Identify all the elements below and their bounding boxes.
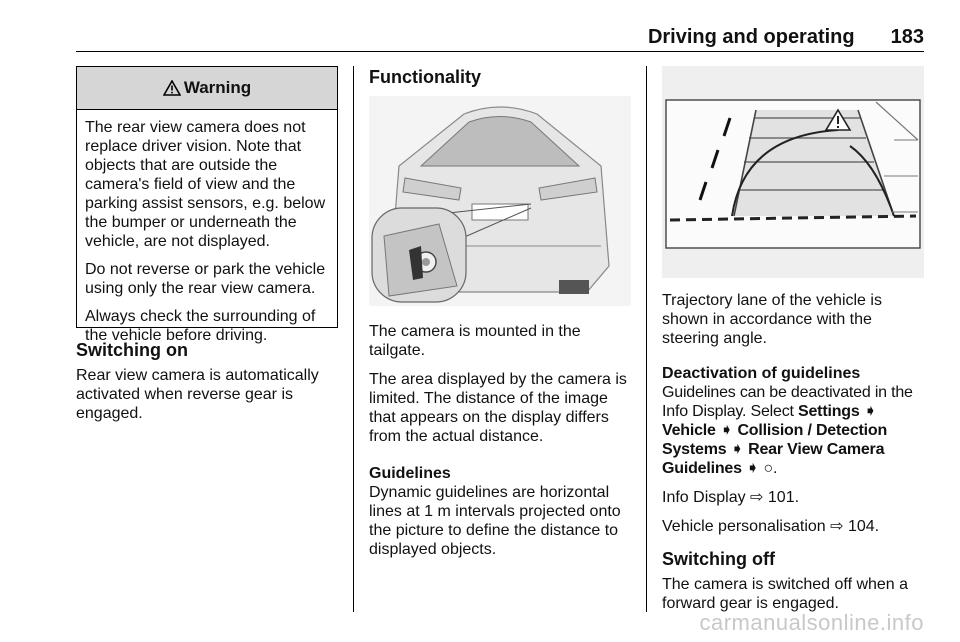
column-3-text xyxy=(662,291,930,623)
switching-off-heading: Switching off xyxy=(662,549,775,569)
trajectory-text: Trajectory lane of the vehicle is shown in accordance with the steering angle. xyxy=(662,292,882,347)
page-reference-icon: ⇨ xyxy=(750,489,764,506)
switching-on-text: Rear view camera is automatically activated when reverse gear is engaged. xyxy=(76,367,319,422)
guidelines-heading: Guidelines xyxy=(369,465,451,482)
page-number: 183 xyxy=(890,26,924,48)
menu-path-collision: Collision / Detection Systems xyxy=(662,422,888,458)
functionality-text-2: The area displayed by the camera is limited. The distance of the image that appears on the display differs from the actual distance. xyxy=(369,371,627,445)
warning-body xyxy=(77,110,337,345)
page-reference-icon: ⇨ xyxy=(830,518,844,535)
menu-path-vehicle: Vehicle xyxy=(662,422,716,439)
switching-on-section xyxy=(76,341,338,433)
functionality-section xyxy=(369,322,635,569)
menu-path-settings: Settings xyxy=(798,403,860,420)
warning-triangle-icon xyxy=(163,80,181,96)
functionality-text-1: The camera is mounted in the tailgate. xyxy=(369,323,581,359)
column-divider-2 xyxy=(646,66,647,612)
warning-header xyxy=(77,67,337,110)
info-display-reference: Info Display ⇨ 101. xyxy=(662,489,800,506)
switching-on-heading: Switching on xyxy=(76,340,188,360)
path-arrow-icon: ➧ xyxy=(726,441,749,458)
functionality-heading: Functionality xyxy=(369,67,481,87)
path-arrow-icon: ➧ xyxy=(859,403,877,420)
path-arrow-icon: ➧ xyxy=(715,422,738,439)
switching-off-text: The camera is switched off when a forward gear is engaged. xyxy=(662,576,909,612)
warning-paragraph: Do not reverse or park the vehicle using only the rear view camera. xyxy=(85,261,326,297)
deactivation-text: Guidelines can be deactivated in the Info Display. Select Settings ➧ Vehicle ➧ Collision / Detection Systems ➧ Rear View Camera Guidelines ➧ ○. xyxy=(662,384,913,477)
vehicle-personalisation-reference: Vehicle personalisation ⇨ 104. xyxy=(662,518,880,535)
warning-paragraph: The rear view camera does not replace driver vision. Note that objects that are outside the camera's field of view and the parking assist sensors, e.g. below the bumper or underneath the vehicle, are not displayed. xyxy=(85,119,326,250)
menu-path-rear-view-camera-guidelines: Rear View Camera Guidelines xyxy=(662,441,885,477)
header-divider xyxy=(76,51,924,52)
camera-display-illustration xyxy=(662,66,924,278)
warning-paragraph: Always check the surrounding of the vehicle before driving. xyxy=(85,308,316,344)
warning-title: Warning xyxy=(183,78,252,97)
functionality-heading-block xyxy=(369,68,633,93)
guidelines-text: Dynamic guidelines are horizontal lines at 1 m intervals projected onto the picture to define the distance to displayed objects. xyxy=(369,484,621,558)
deactivation-heading: Deactivation of guidelines xyxy=(662,365,861,382)
toggle-off-icon: ○ xyxy=(763,460,773,477)
warning-box xyxy=(76,66,338,344)
column-divider-1 xyxy=(353,66,354,612)
car-rear-camera-illustration xyxy=(369,96,631,306)
site-wordmark: carmanualsonline.info xyxy=(699,610,924,635)
path-arrow-icon: ➧ xyxy=(741,460,764,477)
page-header xyxy=(76,26,924,49)
page-title: Driving and operating xyxy=(647,26,855,48)
